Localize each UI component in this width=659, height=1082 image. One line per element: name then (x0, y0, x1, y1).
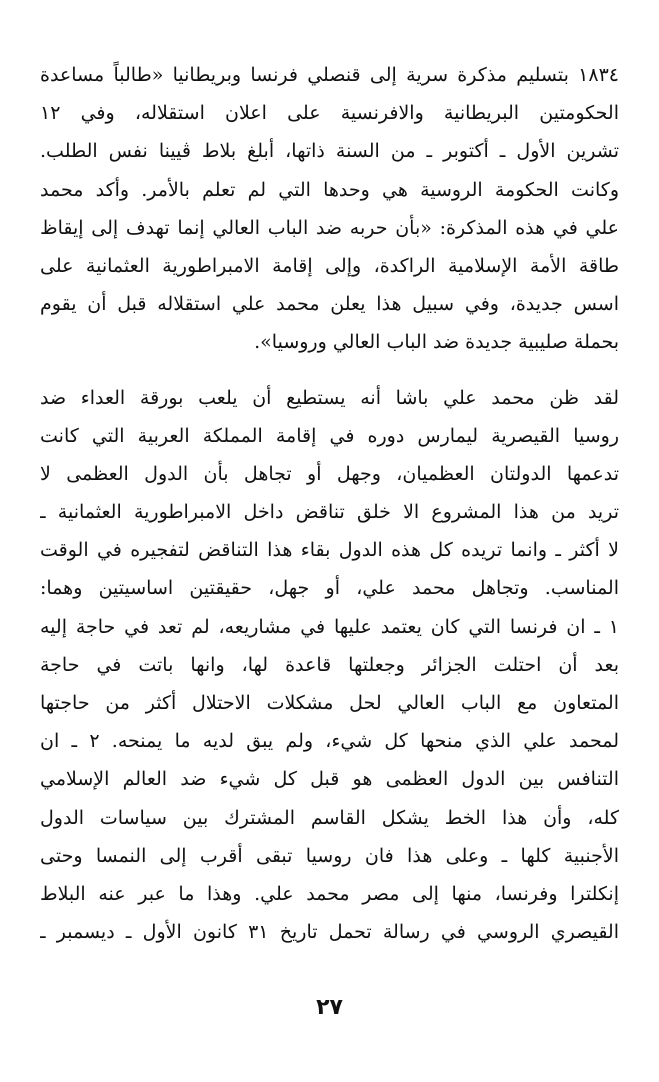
text-line: تشرين الأول ـ أكتوبر ـ من السنة ذاتها، أبلغ بلاط ڤيينا نفس الطلب. (40, 140, 619, 163)
page-number: ٢٧ (316, 995, 343, 1020)
text-line: لا أكثر ـ وانما تريده كل هذه الدول بقاء هذا التناقض لتفجيره في الوقت (40, 539, 619, 562)
text-line: كله، وأن هذا الخط يشكل القاسم المشترك بين سياسات الدول (40, 806, 619, 829)
text-line: بعد أن احتلت الجزائر وجعلتها قاعدة لها، وانها باتت في حاجة (40, 653, 619, 676)
text-line: الحكومتين البريطانية والافرنسية على اعلان استقلاله، وفي ١٢ (40, 102, 619, 125)
paragraph-2 (40, 379, 619, 952)
text-line: القيصري الروسي في رسالة تحمل تاريخ ٣١ كانون الأول ـ ديسمبر ـ (40, 921, 619, 944)
book-page-body (40, 56, 619, 1056)
text-line: التنافس بين الدول العظمى هو قبل كل شيء ضد العالم الإسلامي (40, 768, 619, 791)
text-line: ١٨٣٤ بتسليم مذكرة سرية إلى قنصلي فرنسا وبريطانيا «طالباً مساعدة (40, 64, 619, 86)
text-line: اسس جديدة، وفي سبيل هذا يعلن محمد علي استقلاله قبل أن يقوم (40, 293, 619, 316)
text-line: وكانت الحكومة الروسية هي وحدها التي لم تعلم بالأمر. وأكد محمد (40, 178, 619, 201)
text-line: تدعمها الدولتان العظميان، وجهل أو تجاهل بأن الدول العظمى لا (40, 462, 619, 485)
text-line: ١ ـ ان فرنسا التي كان يعتمد عليها في مشاريعه، لم تعد في حاجة إليه (40, 615, 619, 638)
text-line: طاقة الأمة الإسلامية الراكدة، وإلى إقامة الامبراطورية العثمانية على (40, 254, 619, 277)
text-line: المتعاون مع الباب العالي لحل مشكلات الاحتلال أكثر من حاجتها (40, 692, 619, 714)
text-line: الأجنبية كلها ـ وعلى هذا فان روسيا تبقى أقرب إلى النمسا وحتى (40, 844, 619, 867)
text-line: إنكلترا وفرنسا، منها إلى مصر محمد علي. وهذا ما عبر عنه البلاط (40, 882, 619, 905)
text-line: تريد من هذا المشروع الا خلق تناقض داخل الامبراطورية العثمانية ـ (40, 501, 619, 524)
text-line: المناسب. وتجاهل محمد علي، أو جهل، حقيقتين اساسيتين وهما: (40, 577, 619, 600)
text-line: لمحمد علي الذي منحها كل شيء، ولم يبق لديه ما يمنحه. ٢ ـ ان (40, 730, 619, 753)
text-line: بحملة صليبية جديدة ضد الباب العالي وروسيا». (254, 331, 619, 354)
text-line: روسيا القيصرية ليمارس دوره في إقامة المملكة العربية التي كانت (40, 424, 619, 447)
text-line: علي في هذه المذكرة: «بأن حربه ضد الباب العالي إنما تهدف إلى إيقاظ (40, 216, 619, 239)
text-line: لقد ظن محمد علي باشا أنه يستطيع أن يلعب بورقة العداء ضد (40, 386, 619, 409)
paragraph-1 (40, 56, 619, 362)
